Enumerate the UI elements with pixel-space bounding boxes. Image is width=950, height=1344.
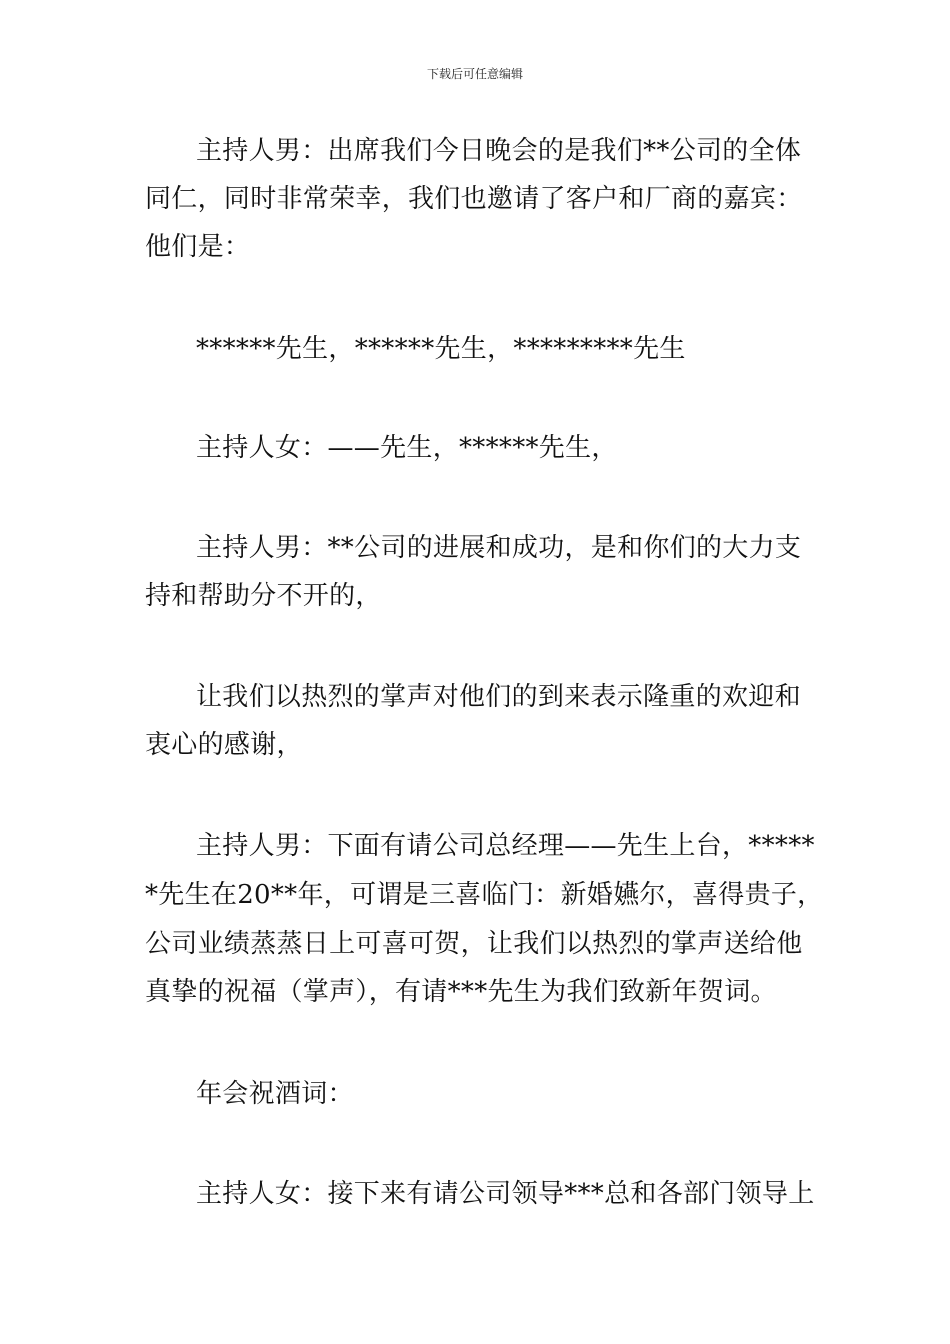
paragraph-line: 年会祝酒词：: [196, 1079, 354, 1109]
paragraph-line: 主持人男：出席我们今日晚会的是我们**公司的全体: [196, 136, 802, 166]
paragraph-line: 公司业绩蒸蒸日上可喜可贺，让我们以热烈的掌声送给他: [145, 929, 803, 959]
paragraph-line: ******先生，******先生，*********先生: [196, 334, 686, 364]
paragraph-line: 持和帮助分不开的，: [145, 581, 382, 611]
paragraph-line: 主持人女：——先生，******先生，: [196, 433, 618, 463]
paragraph-line: 衷心的感谢，: [145, 730, 303, 760]
paragraph-line: 主持人女：接下来有请公司领导***总和各部门领导上: [196, 1179, 815, 1209]
paragraph-line: *先生在20**年，可谓是三喜临门：新婚嬿尔，喜得贵子，: [145, 880, 824, 910]
page-header-note: 下载后可任意编辑: [426, 67, 523, 81]
paragraph-line: 主持人男：**公司的进展和成功，是和你们的大力支: [196, 533, 802, 563]
paragraph-line: 主持人男：下面有请公司总经理——先生上台，*****: [196, 831, 815, 861]
paragraph-line: 同仁，同时非常荣幸，我们也邀请了客户和厂商的嘉宾：: [145, 184, 803, 214]
paragraph-line: 他们是：: [145, 232, 251, 262]
paragraph-line: 让我们以热烈的掌声对他们的到来表示隆重的欢迎和: [196, 682, 801, 712]
paragraph-line: 真挚的祝福（掌声），有请***先生为我们致新年贺词。: [145, 977, 777, 1007]
